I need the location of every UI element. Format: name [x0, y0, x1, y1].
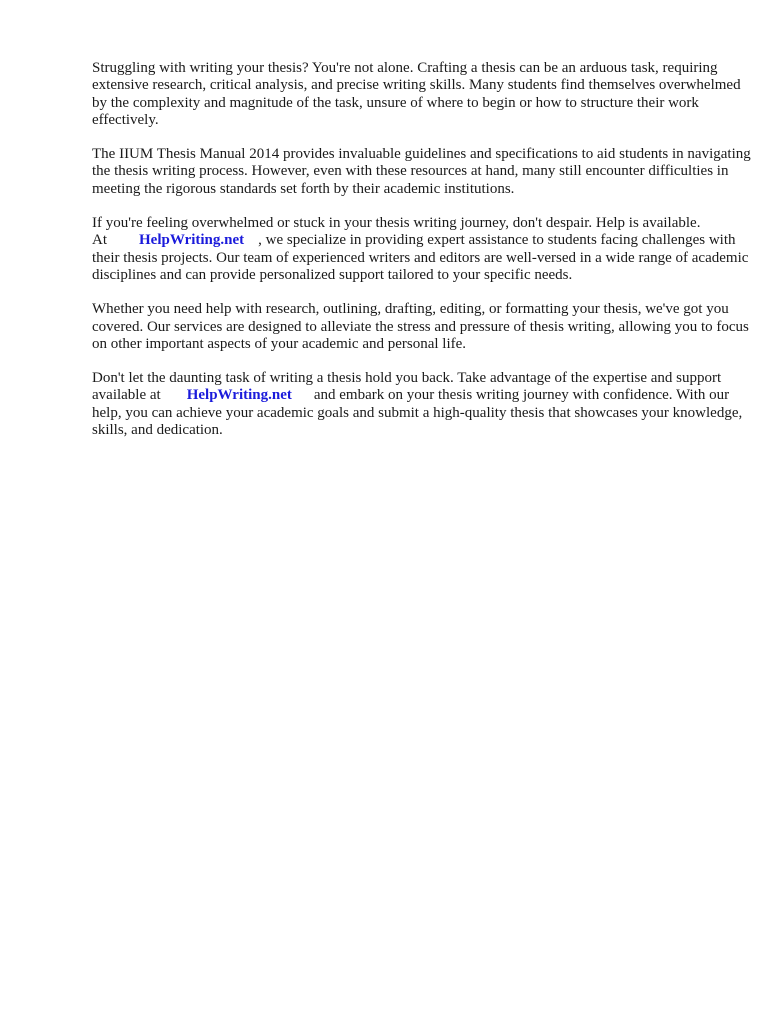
paragraph-services: Whether you need help with research, outlining, drafting, editing, or formatting your thesis, we've got you covered. Our services are designed to alleviate the stress and pressure of thesis writing, allowing you to focus on other important aspects of your academic and personal life.	[92, 301, 749, 352]
paragraph-closing	[92, 370, 752, 439]
paragraph-manual: The IIUM Thesis Manual 2014 provides invaluable guidelines and specifications to aid students in navigating the thesis writing process. However, even with these resources at hand, many still encounter difficulties in meeting the rigorous standards set forth by their academic institutions.	[92, 146, 751, 197]
paragraph-help-after-link: , we specialize in providing expert assistance to students facing challenges with their thesis projects. Our team of experienced writers and editors are well-versed in a wide range of academic disciplines and can provide personalized support tailored to your specific needs.	[92, 232, 749, 283]
paragraph-closing-after-link: and embark on your thesis writing journey with confidence. With our help, you can achieve your academic goals and submit a high-quality thesis that showcases your knowledge, skills, and dedication.	[92, 387, 743, 439]
paragraph-help-line1: If you're feeling overwhelmed or stuck in your thesis writing journey, don't despair. Help is available.	[92, 215, 701, 232]
paragraph-help	[92, 215, 752, 284]
paragraph-closing-before-link: Don't let the daunting task of writing a thesis hold you back. Take advantage of the expertise and support available at	[92, 370, 722, 404]
paragraph-help-before-link: At	[92, 232, 107, 249]
helpwriting-link[interactable]: HelpWriting.net	[139, 232, 245, 249]
helpwriting-link-2[interactable]: HelpWriting.net	[186, 387, 292, 404]
document-body	[92, 60, 752, 456]
paragraph-intro: Struggling with writing your thesis? You're not alone. Crafting a thesis can be an arduous task, requiring extensive research, critical analysis, and precise writing skills. Many students find themselves overwhelmed by the complexity and magnitude of the task, unsure of where to begin or how to structure their work effectively.	[92, 60, 741, 128]
